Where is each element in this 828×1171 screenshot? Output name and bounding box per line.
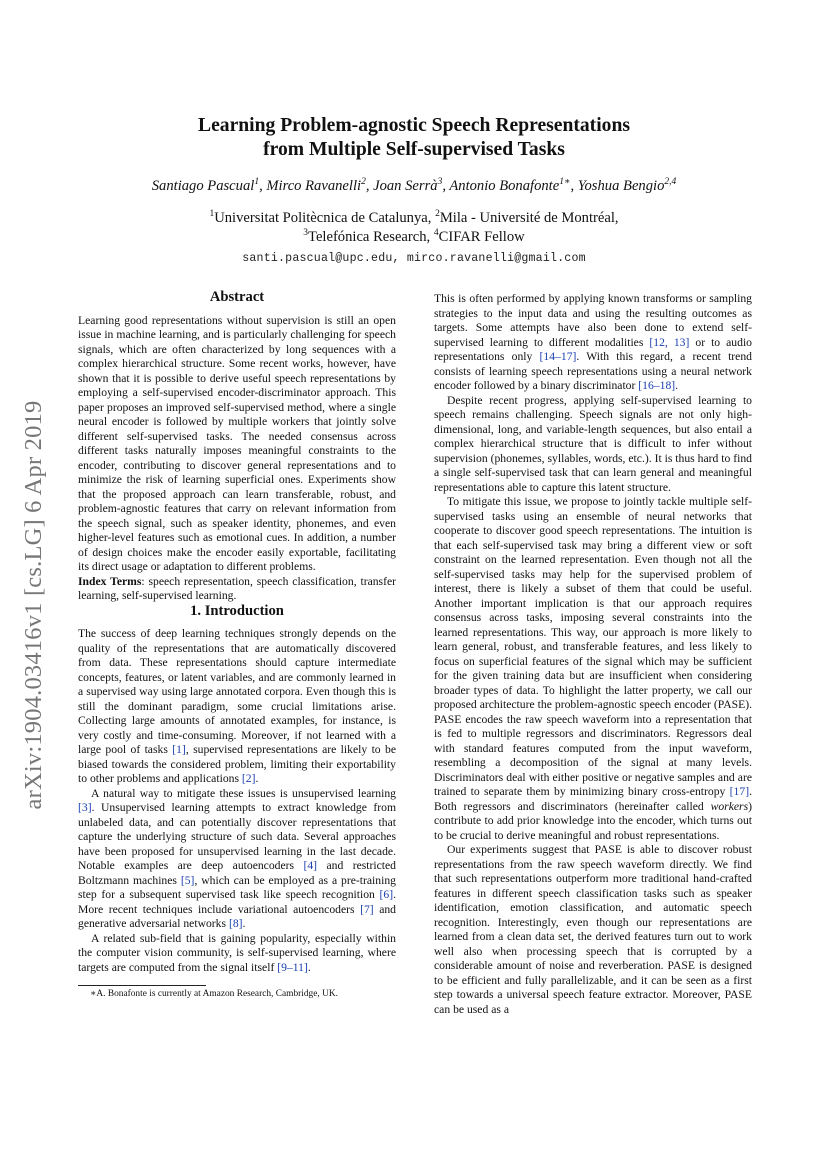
index-terms-label: Index Terms (78, 574, 142, 588)
right-paragraph-2 (434, 394, 752, 496)
citation-link[interactable]: [7] (360, 902, 374, 916)
introduction-heading: 1. Introduction (190, 602, 284, 619)
citation-link[interactable]: [14–17] (539, 350, 577, 363)
arxiv-sidebar (14, 370, 54, 840)
citation-link[interactable]: [3] (78, 801, 92, 814)
abstract-body: Learning good representations without supervision is still an open issue in machine learning, and is particularly challenging for speech signals, which are often characterized by long sequences with a complex hierarchical structure. Some recent works, however, have shown that it is possible to derive useful speech representations by employing a self-supervised encoder-discriminator approach. This paper proposes an improved self-supervised method, where a single neural encoder is followed by multiple workers that jointly solve different self-supervised tasks. The needed consensus across different tasks naturally imposes meaningful constraints to the encoder, contributing to discover general representations and to minimize the risk of learning superficial ones. Experiments show that the proposed approach can learn transferable, robust, and problem-agnostic features that carry on relevant information from the speech signal, such as speaker identity, phonemes, and even higher-level features such as emotional cues. In addition, a number of design choices make the encoder easily exportable, facilitating its direct usage or adaptation to different problems. (78, 313, 396, 573)
citation-link[interactable]: [6] (379, 888, 394, 901)
body-text: . (675, 379, 679, 392)
right-paragraph-3 (434, 495, 752, 843)
body-text: . (255, 772, 259, 785)
citation-link[interactable]: [17] (729, 785, 750, 798)
right-column (434, 292, 752, 1017)
intro-paragraph-1 (78, 627, 396, 787)
author: Antonio Bonafonte$^{1∗}$ (449, 177, 571, 194)
body-text: A related sub-field that is gaining popularity, especially within the computer vision community, is self-supervised learning, where targets are computed from the signal itself (78, 931, 396, 974)
citation-link[interactable]: [4] (303, 859, 318, 872)
body-text: or to audio representations only (434, 335, 753, 363)
title-line-2: from Multiple Self-supervised Tasks (263, 139, 565, 160)
body-text: . Both regressors and discriminators (hereinafter called (434, 785, 752, 813)
index-terms-text: : speech representation, speech classification, transfer learning, self-supervised learning. (78, 574, 397, 602)
body-text: ) contribute to add prior knowledge into the encoder, which turns out to be crucial to derive meaningful and robust representations. (434, 799, 752, 842)
affiliation-line-1: $^1$Universitat Politècnica de Catalunya, $^2$Mila - Université de Montréal, (209, 209, 619, 226)
citation-link[interactable]: [2] (241, 772, 256, 785)
body-text: Despite recent progress, applying self-supervised learning to speech remains challenging. Speech signals are not only high-dimensional, long, and variable-length sequences, but also entail a complex hierarchical structure that is difficult to infer without supervision (phonemes, syllables, words, etc.). It is thus hard to find a single self-supervised task that can learn general and meaningful representations able to capture this latent structure. (434, 393, 752, 494)
paper-title (130, 114, 698, 162)
citation-link[interactable]: [1] (172, 743, 186, 756)
footnote: ∗A. Bonafonte is currently at Amazon Research, Cambridge, UK. (90, 989, 338, 999)
arxiv-identifier: arXiv:1904.03416v1 [cs.LG] 6 Apr 2019 (20, 400, 47, 810)
body-text: The success of deep learning techniques strongly depends on the quality of the representations that are automatically discovered from data. These representations should capture intermediate concepts, features, or latent variables, and are commonly learned in a supervised way using large annotated corpora. Even though this is still the dominant paradigm, some crucial limitations arise. Collecting large amounts of annotated examples, for instance, is very costly and time-consuming. Moreover, if not learned with a large pool of tasks (78, 627, 396, 756)
intro-paragraph-2 (78, 787, 396, 932)
citation-link[interactable]: [16–18] (638, 379, 676, 392)
index-terms (78, 575, 396, 604)
body-text: , supervised representations are likely to be biased towards the considered problem, limiting their exportability to other problems and applications (78, 743, 396, 785)
body-text: , which can be employed as a pre-training step for a subsequent supervised task like speech recognition (78, 873, 396, 901)
citation-link[interactable]: [5] (180, 873, 195, 887)
citation-link[interactable]: [8] (228, 917, 243, 930)
citation-link[interactable]: [9–11] (277, 960, 308, 974)
author: Santiago Pascual$^1$ (151, 177, 260, 194)
body-text: This is often performed by applying known transforms or sampling strategies to the input data and using the resulting outcomes as targets. Some attempts have also been done to extend self-supervised learning to different modalities (434, 292, 752, 349)
right-paragraph-4 (434, 843, 752, 1017)
title-line-1: Learning Problem-agnostic Speech Representations (198, 115, 630, 136)
body-text: . Unsupervised learning attempts to extract knowledge from unlabeled data, and can potentially discover representations that capture the underlying structure of such data. Several approaches have been proposed for unsupervised learning in the last decade. Notable examples are deep autoencoders (78, 801, 396, 872)
abstract-heading: Abstract (209, 289, 265, 305)
author: Yoshua Bengio$^{2,4}$ (577, 177, 677, 194)
body-text: A natural way to mitigate these issues is unsupervised learning (91, 786, 396, 800)
author: Joan Serrà$^3$ (373, 177, 443, 194)
body-text: . (307, 960, 311, 974)
body-text: and generative adversarial networks (78, 902, 396, 930)
affiliation-line-2: $^3$Telefónica Research, $^4$CIFAR Fellow (303, 228, 525, 245)
body-text: . With this regard, a recent trend consists of learning speech representations using a neural network encoder followed by a binary discriminator (434, 350, 752, 392)
author-emails: santi.pascual@upc.edu, mirco.ravanelli@gmail.com (242, 252, 586, 265)
body-text: To mitigate this issue, we propose to jointly tackle multiple self-supervised tasks using an ensemble of neural networks that cooperate to discover good speech representations. The intuition is that each self-supervised task may bring a different view or soft constraint on the learned representation. Even though not all the self-supervised tasks may help for the supervised problem of interest, there is likely a subset of them that could be useful. Another important implication is that our approach requires consensus across tasks, imposing several constraints into the learned representations. This way, our approach is more likely to learn general, robust, and transferable features, and less likely to focus on superficial features of the signal which may be sufficient for the given training data but are insufficient when considering broader types of data. To highlight the latter property, we call our proposed architecture the problem-agnostic speech encoder (PASE). PASE encodes the raw speech waveform into a representation that is fed to multiple regressors and discriminators. Regressors deal with standard features computed from the input waveform, resembling a decomposition of the signal at many levels. Discriminators deal with either positive or negative samples and are trained to separate them by minimizing binary cross-entropy (434, 495, 752, 798)
left-column (78, 290, 396, 1000)
body-text: Our experiments suggest that PASE is able to discover robust representations from the raw speech waveform directly. We find that such representations outperform more traditional hand-crafted features in different speech classification tasks such as speaker identification, emotion classification, and automatic speech recognition. Interestingly, even though our representations are learned from a clean data set, the derived features turn out to work well also when processing speech that is corrupted by a considerable amount of noise and reverberation. PASE is designed to be efficient and fully parallelizable, and it can be seen as a first step towards a universal speech feature extractor. Moreover, PASE can be used as a (434, 843, 752, 1016)
affiliations (120, 209, 708, 247)
author-list: Santiago Pascual$^1$, Mirco Ravanelli$^2$, Joan Serrà$^3$, Antonio Bonafonte$^{1∗}$, Yoshua Bengio$^{2,4}$ (151, 177, 677, 194)
body-text: . More recent techniques include variational autoencoders (78, 888, 396, 916)
right-paragraph-1 (434, 292, 752, 394)
intro-paragraph-3 (78, 932, 396, 976)
emphasis-text: workers (710, 799, 749, 813)
body-text: . (242, 917, 246, 930)
body-text: and restricted Boltzmann machines (78, 859, 397, 887)
citation-link[interactable]: [12, 13] (649, 335, 690, 349)
footnote-rule (78, 985, 206, 986)
author: Mirco Ravanelli$^2$ (266, 177, 366, 194)
